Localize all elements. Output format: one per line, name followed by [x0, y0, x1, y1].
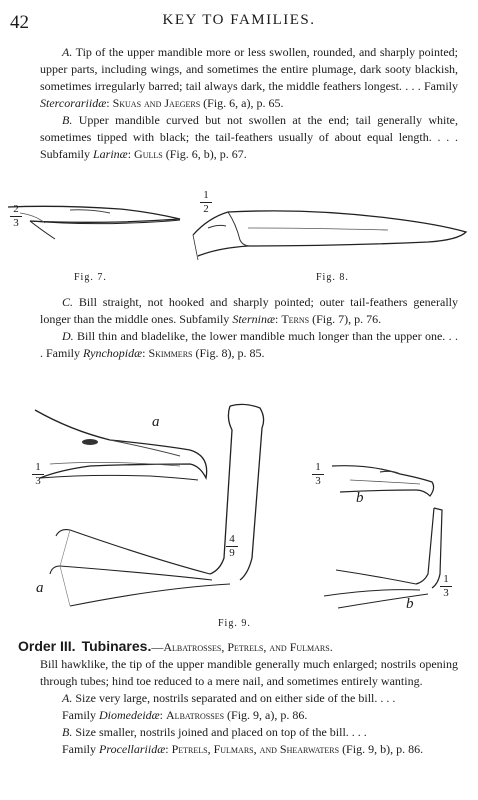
- key-a-common: Skuas and Jaegers: [112, 96, 201, 110]
- order-key-a-letter: A.: [62, 691, 73, 705]
- key-b-letter: B.: [62, 113, 73, 127]
- fig9-scale-foot-den: 9: [229, 547, 235, 559]
- key-a-ref: (Fig. 6, a), p. 65.: [203, 96, 284, 110]
- key-c-ref: (Fig. 7), p. 76.: [312, 312, 382, 326]
- order-key-a-text: Size very large, nostrils separated and on either side of the bill. . . .: [75, 691, 396, 705]
- order-key-b-sep: :: [165, 742, 169, 756]
- key-d-sep: :: [142, 346, 146, 360]
- order-key-b-text: Size smaller, nostrils joined and placed on top of the bill. . . .: [75, 725, 367, 739]
- key-b-ref: (Fig. 6, b), p. 67.: [165, 147, 247, 161]
- fig9-scale-foot: [226, 534, 238, 559]
- key-b-sep: :: [127, 147, 132, 161]
- key-c-sep: :: [274, 312, 279, 326]
- key-a: [40, 44, 458, 112]
- order-key-b-ref: (Fig. 9, b), p. 86.: [342, 742, 424, 756]
- order-block: [18, 638, 458, 758]
- key-b-common: Gulls: [134, 147, 163, 161]
- key-c-common: Terns: [281, 312, 310, 326]
- key-d-family: Rynchopidæ: [83, 346, 143, 360]
- key-b-family: Larinæ: [93, 147, 128, 161]
- fig9-scale-bfoot: [440, 574, 452, 599]
- order-description: Bill hawklike, the tip of the upper mandible generally much enlarged; nostrils opening through tubes; hind toe reduced to a mere nail, and sometimes entirely wanting.: [40, 657, 458, 688]
- fig8-caption: Fig. 8.: [316, 272, 349, 283]
- order-key-b-label: Family: [62, 742, 97, 756]
- order-heading-line: [18, 638, 458, 656]
- order-name: Tubinares.: [81, 638, 152, 654]
- order-dash: —: [151, 640, 164, 654]
- order-key-a-ref: (Fig. 9, a), p. 86.: [227, 708, 308, 722]
- key-a-sep: :: [106, 96, 110, 110]
- order-key-b-letter: B.: [62, 725, 73, 739]
- order-key-a-common: Albatrosses: [166, 708, 225, 722]
- fig9-label-a-head: a: [152, 414, 160, 430]
- fig9-albatross-foot-illustration: [30, 398, 280, 608]
- order-key-b-family: Procellariidæ: [99, 742, 166, 756]
- fig9-label-a-foot: a: [36, 580, 44, 596]
- key-block-top: [40, 44, 458, 163]
- fig9-scale-foot-num: 4: [229, 533, 235, 545]
- fig7-caption: Fig. 7.: [74, 272, 107, 283]
- key-b: [40, 112, 458, 163]
- fig8-skimmer-bill-illustration: [188, 200, 478, 270]
- fig8-scale-num: 1: [203, 189, 209, 201]
- fig9-scale-bfoot-den: 3: [443, 587, 449, 599]
- fig9-caption: Fig. 9.: [218, 618, 251, 629]
- key-a-letter: A.: [62, 45, 73, 59]
- fig7-scale-num: 2: [13, 203, 19, 215]
- key-b-text: Upper mandible curved but not swollen at the end; tail generally white, sometimes tipped with black; the tail-feathers usually of about equal length. . . . Subfamily: [40, 113, 459, 161]
- fig9-petrel-head-illustration: [320, 456, 460, 506]
- order-common: Albatrosses, Petrels, and Fulmars.: [163, 640, 333, 654]
- key-d: [40, 328, 458, 362]
- key-d-letter: D.: [62, 329, 74, 343]
- fig9-scale-head-den: 3: [35, 475, 41, 487]
- fig9-label-b-head: b: [356, 490, 364, 506]
- order-key-b-common: Petrels, Fulmars, and Shearwaters: [171, 742, 340, 756]
- fig9-scale-bhead: [312, 462, 324, 487]
- fig9-scale-bhead-num: 1: [315, 461, 321, 473]
- key-block-mid: [40, 294, 458, 362]
- fig9-scale-bhead-den: 3: [315, 475, 321, 487]
- key-a-text: Tip of the upper mandible more or less swollen, rounded, and sharply pointed; upper parts, including wings, and sometimes the entire plumage, dark sooty blackish, sometimes irregularly barred; tail always dark, the middle feathers longest. . . . Family: [40, 45, 458, 93]
- order-key-a-family: Diomedeidæ: [99, 708, 160, 722]
- key-c-text: Bill straight, not hooked and sharply pointed; outer tail-feathers generally longer than the middle ones. Subfamily: [40, 295, 458, 326]
- fig7-scale-den: 3: [13, 217, 19, 229]
- order-key-a: [18, 690, 458, 724]
- key-d-common: Skimmers: [148, 346, 193, 360]
- order-heading: Order III.: [18, 638, 76, 654]
- page-number: 42: [10, 12, 29, 33]
- running-title: KEY TO FAMILIES.: [162, 12, 316, 28]
- fig9-scale-head-num: 1: [35, 461, 41, 473]
- fig7-tern-bill-illustration: [0, 195, 190, 255]
- key-c: [40, 294, 458, 328]
- fig9-scale-bfoot-num: 1: [443, 573, 449, 585]
- key-a-family: Stercorariidæ: [40, 96, 107, 110]
- key-d-text: Bill thin and bladelike, the lower mandible much longer than the upper one. . . . Family: [40, 329, 459, 360]
- fig9-label-b-foot: b: [406, 596, 414, 612]
- order-key-a-sep: :: [159, 708, 164, 722]
- fig8-scale-den: 2: [203, 203, 209, 215]
- key-c-family: Sterninæ: [232, 312, 275, 326]
- key-c-letter: C.: [62, 295, 74, 309]
- order-key-b: [18, 724, 458, 758]
- order-key-a-label: Family: [62, 708, 97, 722]
- key-d-ref: (Fig. 8), p. 85.: [195, 346, 265, 360]
